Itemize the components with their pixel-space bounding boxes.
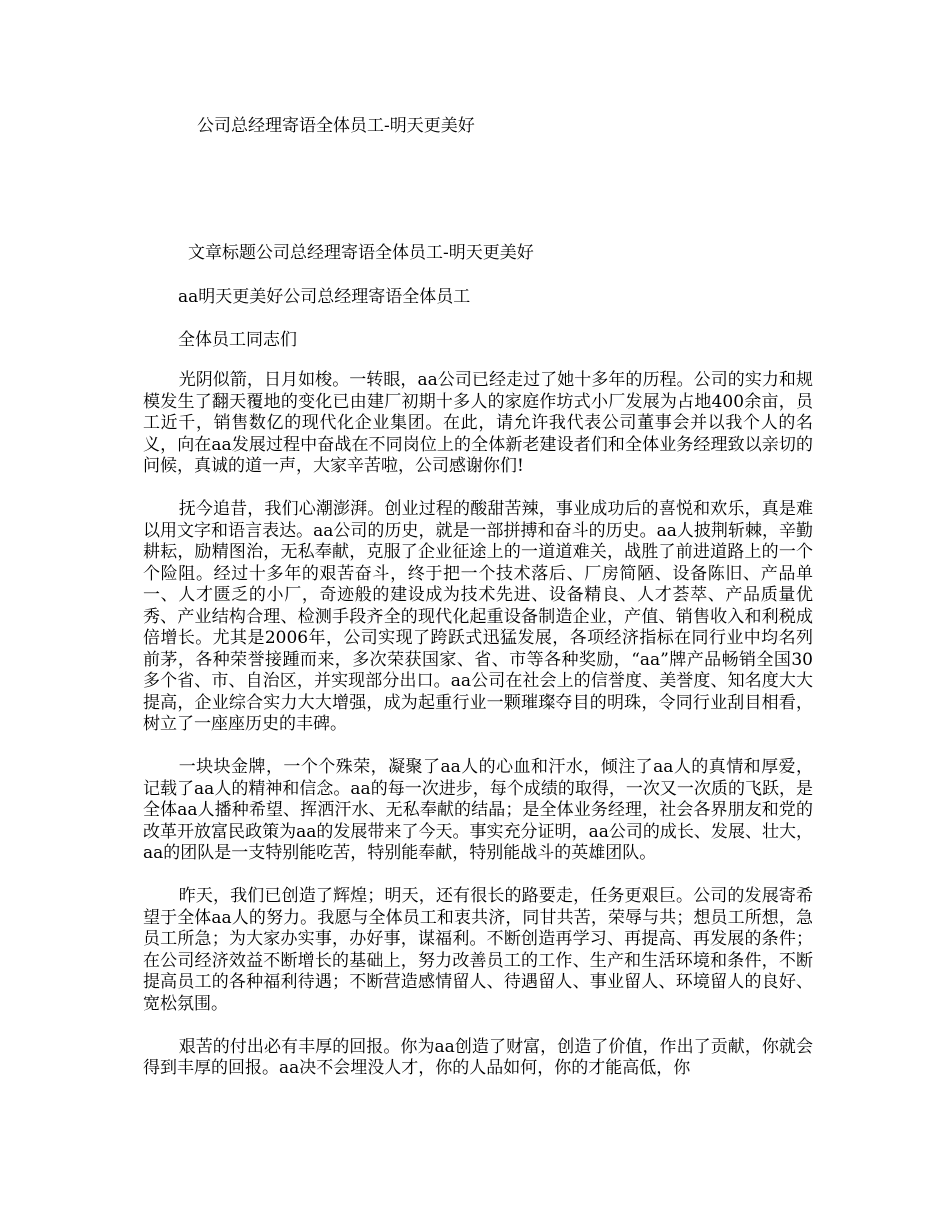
document-title: 公司总经理寄语全体员工-明天更美好: [197, 116, 475, 136]
body-paragraph-2: 抚今追昔，我们心潮澎湃。创业过程的酸甜苦辣，事业成功后的喜悦和欢乐，真是难以用文字和语言表达。aa公司的历史，就是一部拼搏和奋斗的历史。aa人披荆斩棘，辛勤耕耘，励精图治，无私奉献，克服了企业征途上的一道道难关，战胜了前进道路上的一个个险阻。经过十多年的艰苦奋斗，终于把一个技术落后、厂房简陋、设备陈旧、产品单一、人才匮乏的小厂，奇迹般的建设成为技术先进、设备精良、人才荟萃、产品质量优秀、产业结构合理、检测手段齐全的现代化起重设备制造企业，产值、销售收入和利税成倍增长。尤其是2006年，公司实现了跨跃式迅猛发展，各项经济指标在同行业中均名列前茅，各种荣誉接踵而来，多次荣获国家、省、市等各种奖励，“aa”牌产品畅销全国30多个省、市、自治区，并实现部分出口。aa公司在社会上的信誉度、美誉度、知名度大大提高，企业综合实力大大增强，成为起重行业一颗璀璨夺目的明珠，令同行业刮目相看，树立了一座座历史的丰碑。: [143, 499, 813, 734]
article-heading: 文章标题公司总经理寄语全体员工-明天更美好: [188, 243, 534, 263]
article-body: [143, 370, 813, 1101]
body-paragraph-4: 昨天，我们已创造了辉煌；明天，还有很长的路要走，任务更艰巨。公司的发展寄希望于全体aa人的努力。我愿与全体员工和衷共济，同甘共苦，荣辱与共；想员工所想，急员工所急；为大家办实事，办好事，谋福利。不断创造再学习、再提高、再发展的条件；在公司经济效益不断增长的基础上，努力改善员工的工作、生产和生活环境和条件，不断提高员工的各种福利待遇；不断营造感情留人、待遇留人、事业留人、环境留人的良好、宽松氛围。: [143, 886, 813, 1014]
body-paragraph-5: 艰苦的付出必有丰厚的回报。你为aa创造了财富，创造了价值，作出了贡献，你就会得到丰厚的回报。aa决不会埋没人才，你的人品如何，你的才能高低，你: [143, 1036, 813, 1078]
body-paragraph-3: 一块块金牌，一个个殊荣，凝聚了aa人的心血和汗水，倾注了aa人的真情和厚爱，记载了aa人的精神和信念。aa的每一次进步，每个成绩的取得，一次又一次质的飞跃，是全体aa人播种希望、挥洒汗水、无私奉献的结晶；是全体业务经理，社会各界朋友和党的改革开放富民政策为aa的发展带来了今天。事实充分证明，aa公司的成长、发展、壮大，aa的团队是一支特别能吃苦，特别能奉献，特别能战斗的英雄团队。: [143, 757, 813, 863]
body-paragraph-1: 光阴似箭，日月如梭。一转眼，aa公司已经走过了她十多年的历程。公司的实力和规模发生了翻天覆地的变化已由建厂初期十多人的家庭作坊式小厂发展为占地400余亩，员工近千，销售数亿的现代化企业集团。在此，请允许我代表公司董事会并以我个人的名义，向在aa发展过程中奋战在不同岗位上的全体新老建设者们和全体业务经理致以亲切的问候，真诚的道一声，大家辛苦啦，公司感谢你们!: [143, 370, 813, 476]
salutation: 全体员工同志们: [178, 330, 297, 350]
article-subtitle: aa明天更美好公司总经理寄语全体员工: [178, 287, 471, 307]
